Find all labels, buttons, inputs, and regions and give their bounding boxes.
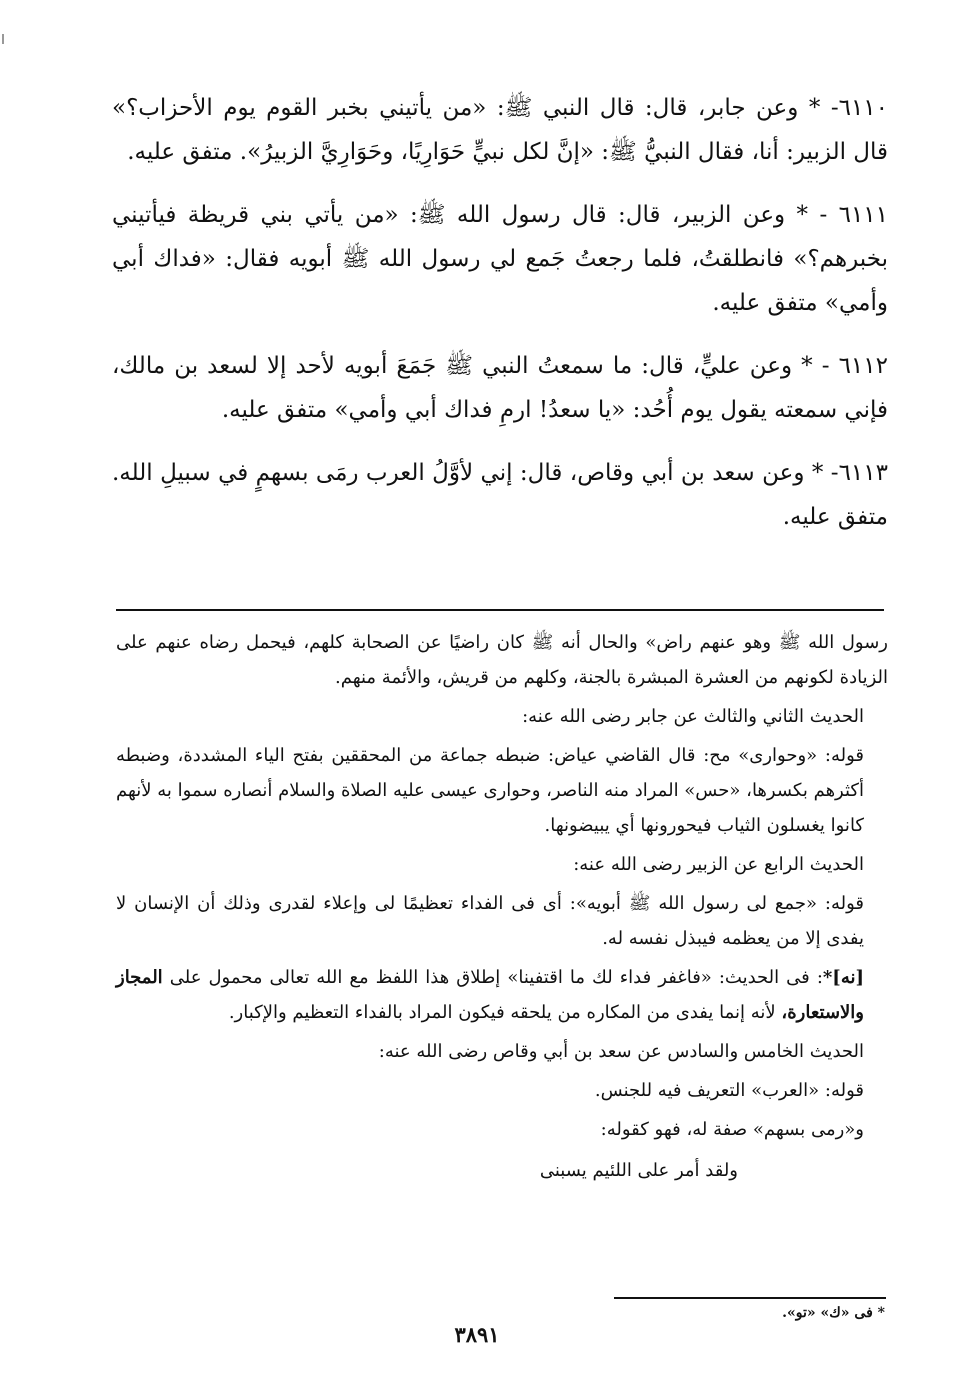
source-tag: [نه]* <box>822 967 864 988</box>
commentary-paragraph: قوله: «جمع لى رسول الله ﷺ أبويه»: أى فى الفداء تعظيمًا لى وإعلاء لقدرى وذلك أن الإنسان لا يفدى إلا من يعظمه فيبذل نفسه له. <box>116 893 864 949</box>
footnote-divider <box>614 1297 886 1299</box>
commentary-text: : فى الحديث: «فاغفر فداء لك ما اقتفينا» إطلاق هذا اللفظ مع الله تعالى محمول على <box>169 967 823 988</box>
commentary-paragraph: قوله: «وحوارى» مح: قال القاضي عياض: ضبطه جماعة من المحققين بفتح الياء المشددة، وضبطه أكثرهم بكسرها، «حس» المراد منه الناصر، وحوارى عيسى عليه الصلاة والسلام أنصاره سموا به لأنهم كانوا يغسلون الثياب فيحورونها أي يبيضونها. <box>116 745 864 836</box>
page-number: ٣٨٩١ <box>454 1322 500 1347</box>
hadith-body: وعن عليٍّ، قال: ما سمعتُ النبي ﷺ جَمَعَ أبويه لأحد إلا لسعد بن مالك، فإني سمعته يقول يوم أُحُد: «يا سعدُ! ارمِ فداك أبي وأمي» متفق عليه. <box>112 353 888 423</box>
commentary-heading: الحديث الرابع عن الزبير رضى الله عنه: <box>573 854 864 875</box>
hadith-body: وعن سعد بن أبي وقاص، قال: إني لأوَّلُ العرب رمَى بسهمٍ في سبيلِ الله. متفق عليه. <box>112 460 888 530</box>
hadith-body: وعن جابر، قال: قال النبي ﷺ: «من يأتيني بخبر القوم يوم الأحزاب؟» قال الزبير: أنا، فقال النبيُّ ﷺ: «إنَّ لكل نبيٍّ حَوَارِيًا، وحَوَارِيَّ الزبيرُ». متفق عليه. <box>112 95 888 165</box>
commentary-heading: الحديث الثاني والثالث عن جابر رضى الله عنه: <box>522 706 864 727</box>
scan-margin-mark <box>2 34 4 44</box>
text-commentary-divider <box>116 609 884 611</box>
hadith-star: * <box>801 353 813 379</box>
hadith-6110 <box>112 86 888 174</box>
commentary-block <box>116 625 888 1192</box>
hadith-text-block <box>112 86 888 558</box>
footnote: * فى «ك» «تو». <box>782 1305 885 1321</box>
hadith-number: ٦١١٢ - <box>821 353 888 379</box>
commentary-paragraph <box>116 960 888 1030</box>
commentary-paragraph: و«رمى بسهم» صفة له، فهو كقوله: <box>600 1119 864 1140</box>
hadith-number: ٦١١٠- <box>830 95 889 121</box>
hadith-star: * <box>796 202 809 228</box>
hadith-star: * <box>811 460 824 486</box>
hadith-6111 <box>112 193 888 325</box>
hadith-6113 <box>112 451 888 539</box>
hadith-number: ٦١١١ - <box>819 202 889 228</box>
hadith-6112 <box>112 344 888 432</box>
hadith-body: وعن الزبير، قال: قال رسول الله ﷺ: «من يأتي بني قريظة فيأتيني بخبرهم؟» فانطلقتُ، فلما رجعتُ جَمع لي رسول الله ﷺ أبويه فقال: «فداك أبي وأمي» متفق عليه. <box>112 202 888 316</box>
commentary-heading: الحديث الخامس والسادس عن سعد بن أبي وقاص رضى الله عنه: <box>378 1041 864 1062</box>
poetry-verse: ولقد أمر على اللئيم يسبنى <box>539 1160 738 1181</box>
emphasized-text: المجاز والاستعارة، <box>116 967 864 1023</box>
commentary-paragraph: رسول الله ﷺ وهو عنهم راض» والحال أنه ﷺ كان راضيًا عن الصحابة كلهم، فيحمل رضاه عنهم على الزيادة لكونهم من العشرة المبشرة بالجنة، وكلهم من قريش، والأئمة منهم. <box>116 632 888 688</box>
commentary-paragraph: قوله: «العرب» التعريف فيه للجنس. <box>594 1080 864 1101</box>
hadith-star: * <box>808 95 821 121</box>
hadith-number: ٦١١٣- <box>830 460 888 486</box>
commentary-text: لأنه إنما يفدى من المكاره من يلحقه فيكون المراد بالفداء التعظيم والإكبار. <box>228 1002 776 1023</box>
